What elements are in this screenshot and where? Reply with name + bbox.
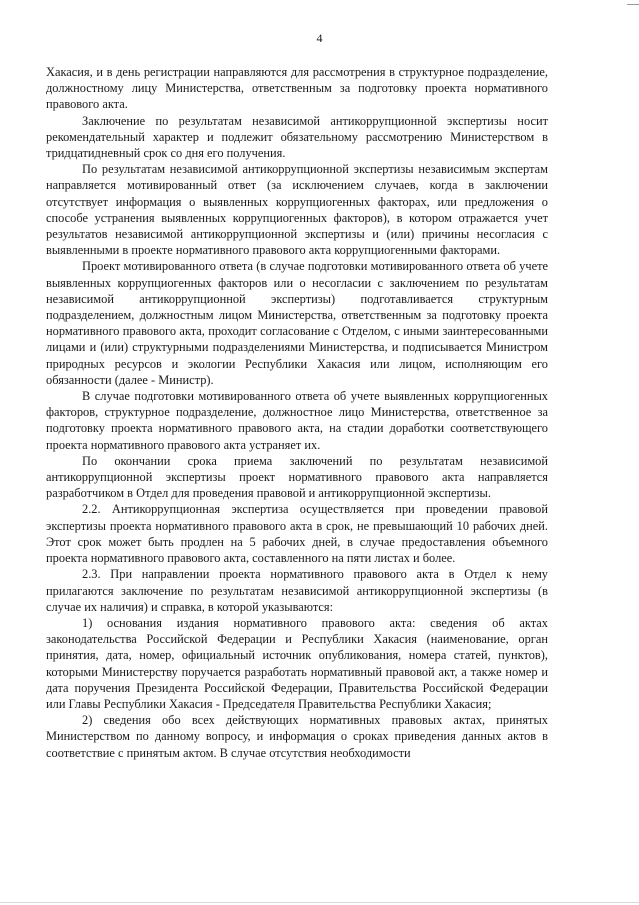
paragraph-section-2-2: 2.2. Антикоррупционная экспертиза осуществляется при проведении правовой экспертизы проекта нормативного правового акта в срок, не превышающий 10 рабочих дней. Этот срок может быть продлен на 5 рабочих дней, в случае предоставления объемного проекта нормативного правового акта, составленного на пяти листах и более. bbox=[46, 502, 548, 566]
paragraph-expertise-conclusion: Заключение по результатам независимой антикоррупционной экспертизы носит рекомендательный характер и подлежит обязательному рассмотрению Министерством в тридцатидневный срок со дня его получения. bbox=[46, 113, 548, 161]
page-number: 4 bbox=[316, 31, 323, 45]
paragraph-submission-to-department: По окончании срока приема заключений по результатам независимой антикоррупционной экспертизы проект нормативного правового акта направляется разработчиком в Отдел для проведения правовой и антикоррупционной экспертизы. bbox=[46, 453, 548, 501]
paragraph-section-2-3: 2.3. При направлении проекта нормативного правового акта в Отдел к нему прилагаются заключение по результатам независимой антикоррупционной экспертизы (в случае их наличия) и справка, в которой указываются: bbox=[46, 567, 548, 614]
scan-corner-mark bbox=[627, 4, 639, 5]
paragraph-response-draft: Проект мотивированного ответа (в случае подготовки мотивированного ответа об учете выявленных коррупциогенных факторов или о несогласии с заключением по результатам независимой антикоррупционной экспертизы) подготавливается структурным подразделением, должностным лицом Министерства, ответственным за подготовку проекта нормативного правового акта, проходит согласование с Отделом, с иными заинтересованными лицами и (или) структурными подразделениями Министерства, и подписывается Министром природных ресурсов и экологии Республики Хакасия или лицом, исполняющим его обязанности (далее - Министр). bbox=[46, 259, 548, 387]
paragraph-item-1: 1) основания издания нормативного правового акта: сведения об актах законодательства Российской Федерации и Республики Хакасия (наименование, орган принятия, дата, номер, официальный источник опубликования, номера статей, пунктов), которыми Министерству поручается разработать нормативный правовой акт, а также номер и дата поручения Президента Российской Федерации, Правительства Российской Федерации или Главы Республики Хакасия - Председателя Правительства Республики Хакасия; bbox=[46, 615, 548, 711]
paragraph-motivated-response: По результатам независимой антикоррупционной экспертизы независимым экспертам направляется мотивированный ответ (за исключением случаев, когда в заключении отсутствует информация о выявленных коррупциогенных факторах, или предложения о способе устранения выявленных коррупциогенных факторов), в котором отражается учет результатов независимой антикоррупционной экспертизы и (или) причины несогласия с выявленными в проекте нормативного правового акта коррупциогенными факторами. bbox=[46, 162, 548, 258]
paragraph-item-2: 2) сведения обо всех действующих нормативных правовых актах, принятых Министерством по данному вопросу, и информация о сроках приведения данных актов в соответствие с принятым актом. В случае отсутствия необходимости bbox=[46, 713, 548, 760]
paragraph-continuation: Хакасия, и в день регистрации направляются для рассмотрения в структурное подразделение, должностному лицу Министерства, ответственным за подготовку проекта нормативного правового акта. bbox=[46, 65, 548, 112]
scan-bottom-edge bbox=[0, 902, 639, 903]
document-body bbox=[46, 64, 548, 761]
paragraph-factor-elimination: В случае подготовки мотивированного ответа об учете выявленных коррупциогенных факторов, структурное подразделение, должностное лицо Министерства, ответственное за подготовку проекта нормативного правового акта, на стадии доработки соответствующего проекта нормативного правового акта устраняет их. bbox=[46, 389, 548, 452]
